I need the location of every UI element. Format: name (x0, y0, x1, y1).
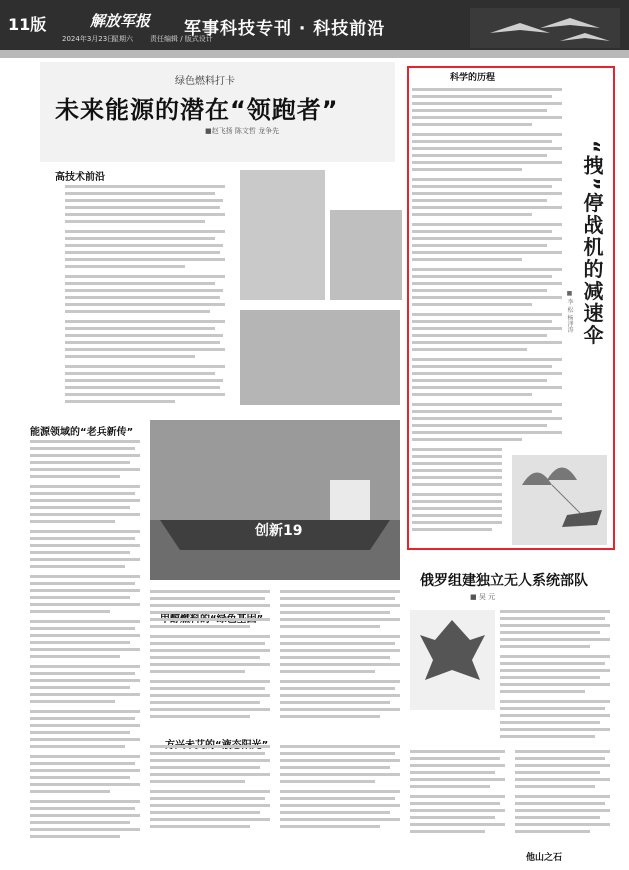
left-column-text (30, 440, 140, 850)
sidebar-byline: ■ 李 松 杨泽涛 (566, 290, 573, 333)
uav-byline: ■ 吴 元 (470, 593, 496, 601)
date-line: 2024年3月23日 (62, 35, 115, 43)
lead-body-text (65, 185, 225, 415)
jets-illustration (470, 8, 620, 48)
text-lines (30, 440, 140, 850)
ship-illustration (150, 420, 400, 580)
weekday: 星期六 (112, 35, 133, 43)
sidebar-headline: “拽”停战机的减速伞 (580, 140, 604, 347)
lead-kicker: 绿色燃料打卡 (175, 76, 235, 87)
photo-ship (150, 420, 400, 580)
edition-number: 11版 (8, 15, 47, 34)
paper-logo: 解放军报 (90, 12, 151, 30)
uav-body-right (500, 610, 610, 740)
section-title: 军事科技专刊 · 科技前沿 (184, 19, 386, 39)
text-lines (150, 590, 400, 850)
lead-headline: 未来能源的潜在“领跑者” (55, 96, 339, 124)
middle-columns-text (150, 590, 400, 850)
emblem-image (410, 610, 495, 710)
parachute-drawing (512, 455, 607, 545)
footer-label: 他山之石 (526, 853, 563, 863)
ship-name: 创新19 (255, 523, 303, 539)
uav-body-bottom (410, 750, 610, 840)
parachute-illustration (512, 455, 607, 545)
eagle-emblem (410, 610, 495, 710)
sidebar-label: 科学的历程 (450, 73, 496, 83)
lead-byline: ■赵飞扬 陈文哲 龙争先 (205, 127, 280, 135)
text-lines (65, 185, 225, 415)
text-lines (500, 610, 610, 740)
uav-headline: 俄罗组建独立无人系统部队 (420, 573, 588, 589)
editor-line: 责任编辑 / 版式设计 (150, 35, 213, 43)
masthead-stripe (0, 50, 629, 58)
photo-plant (240, 310, 400, 405)
section-new-energy: 能源领域的“老兵新传” (30, 427, 134, 438)
photo-portrait (240, 170, 325, 300)
photo-equipment (330, 210, 402, 300)
section-tech-frontier: 高技术前沿 (55, 172, 105, 183)
text-lines (410, 750, 610, 840)
